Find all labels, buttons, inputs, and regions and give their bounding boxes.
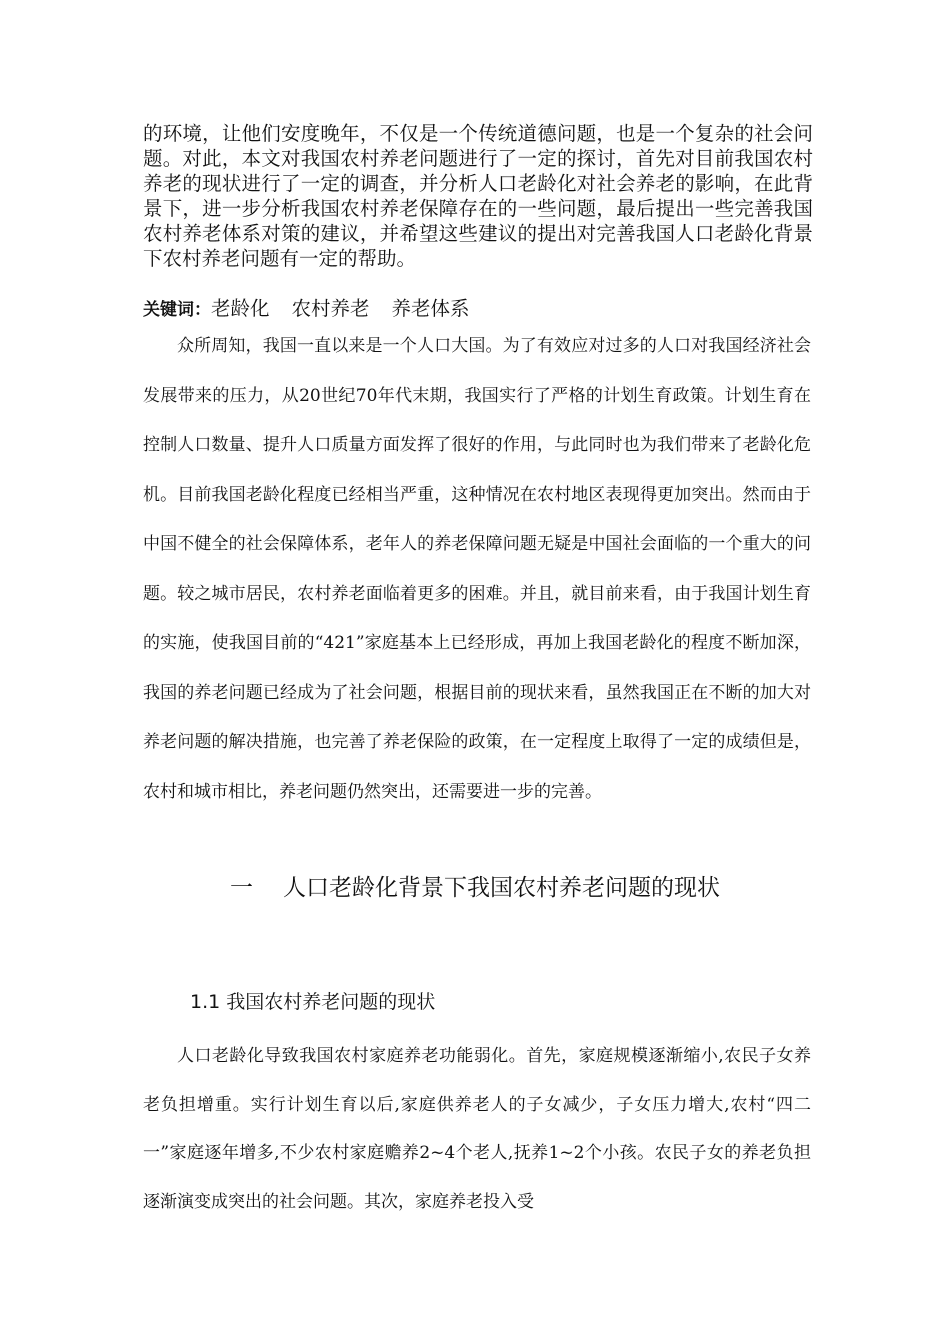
subsection-paragraph: 人口老龄化导致我国农村家庭养老功能弱化。首先，家庭规模逐渐缩小,农民子女养老负担增重。实行计划生育以后,家庭供养老人的子女减少，子女压力增大,农村“四二一”家庭逐年增多,不少农村家庭赡养2~4个老人,抚养1~2个小孩。农民子女的养老负担逐渐演变成突出的社会问题。其次，家庭养老投入受 (143, 1046, 811, 1212)
keyword-item: 养老体系 (391, 297, 470, 320)
intro-paragraph: 众所周知，我国一直以来是一个人口大国。为了有效应对过多的人口对我国经济社会发展带来的压力，从20世纪70年代末期，我国实行了严格的计划生育政策。计划生育在控制人口数量、提升人口质量方面发挥了很好的作用，与此同时也为我们带来了老龄化危机。目前我国老龄化程度已经相当严重，这种情况在农村地区表现得更加突出。然而由于中国不健全的社会保障体系，老年人的养老保障问题无疑是中国社会面临的一个重大的问题。较之城市居民，农村养老面临着更多的困难。并且，就目前来看，由于我国计划生育的实施，使我国目前的“421”家庭基本上已经形成，再加上我国老龄化的程度不断加深，我国的养老问题已经成为了社会问题，根据目前的现状来看，虽然我国正在不断的加大对养老问题的解决措施，也完善了养老保险的政策，在一定程度上取得了一定的成绩但是，农村和城市相比，养老问题仍然突出，还需要进一步的完善。 (143, 336, 811, 802)
subsection-heading: 1.1 我国农村养老问题的现状 (190, 991, 436, 1013)
keywords-label: 关键词： (143, 300, 211, 320)
section-number: 一 (230, 875, 253, 901)
keywords-line (143, 296, 492, 323)
keyword-item: 老龄化 (211, 297, 270, 320)
keyword-item: 农村养老 (291, 297, 370, 320)
section-title: 人口老龄化背景下我国农村养老问题的现状 (283, 875, 720, 901)
section-heading (0, 872, 950, 904)
abstract-paragraph: 的环境，让他们安度晚年，不仅是一个传统道德问题，也是一个复杂的社会问题。对此，本文对我国农村养老问题进行了一定的探讨，首先对目前我国农村养老的现状进行了一定的调查，并分析人口老龄化对社会养老的影响，在此背景下，进一步分析我国农村养老保障存在的一些问题，最后提出一些完善我国农村养老体系对策的建议，并希望这些建议的提出对完善我国人口老龄化背景下农村养老问题有一定的帮助。 (143, 122, 813, 270)
